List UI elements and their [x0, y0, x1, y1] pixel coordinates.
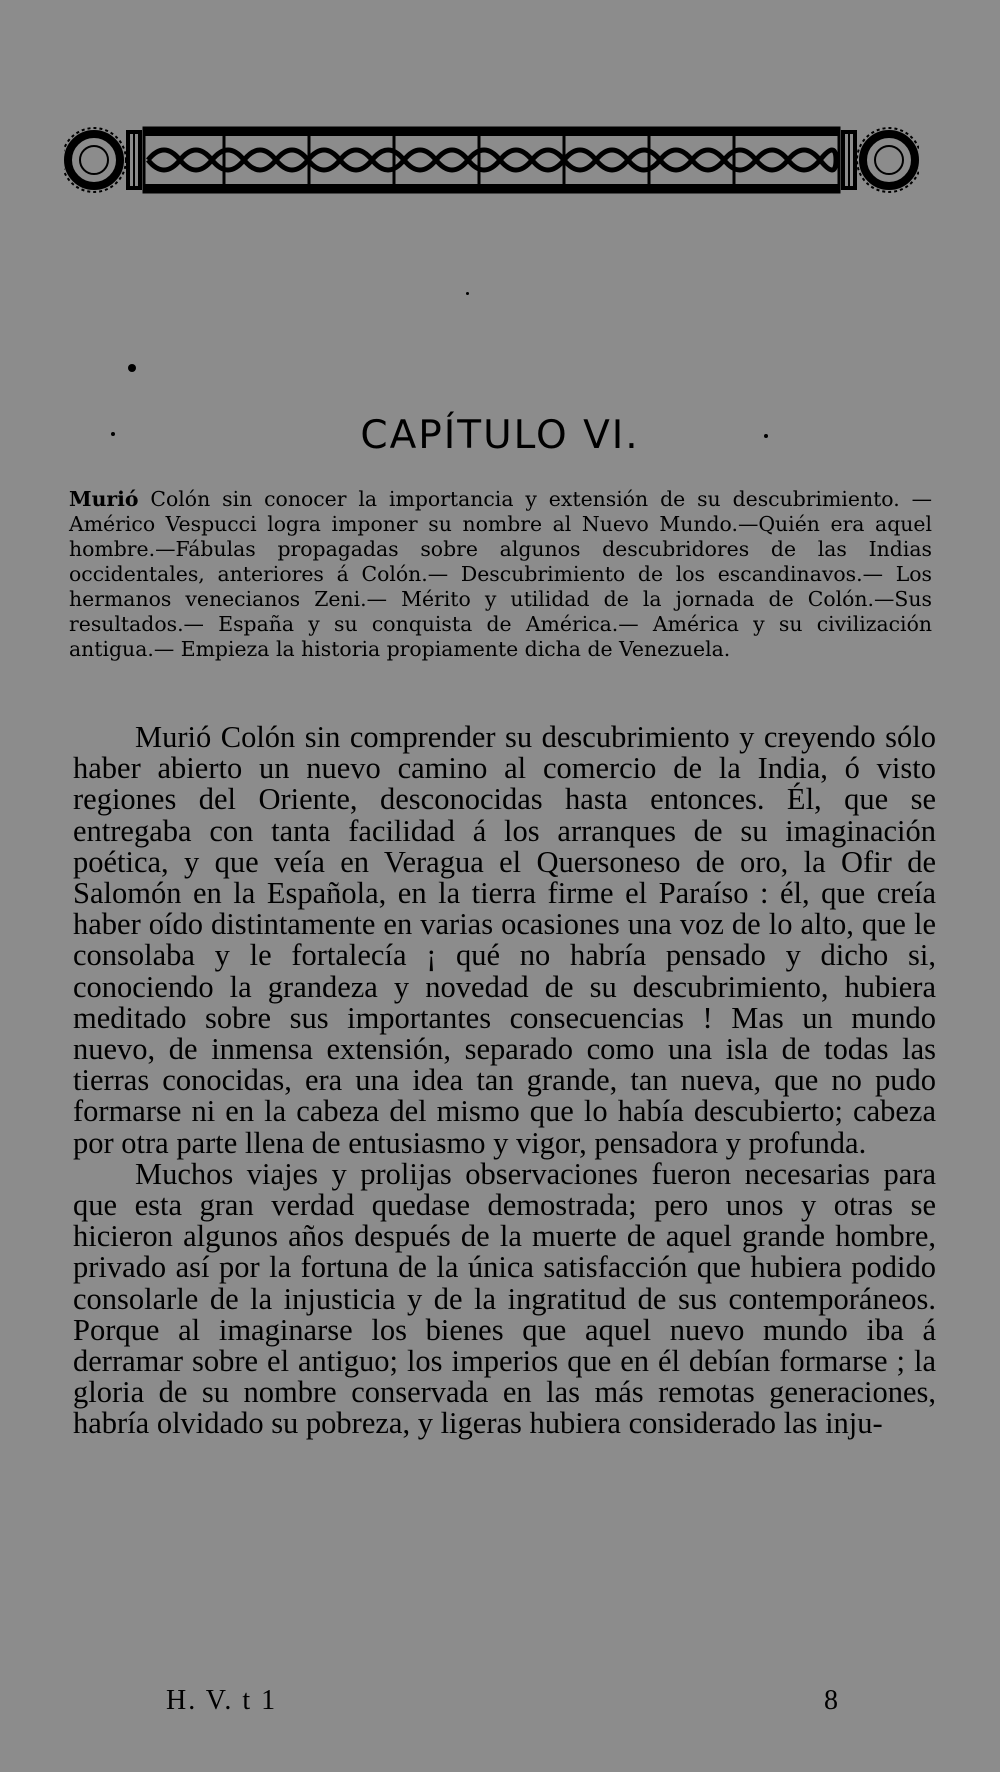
- summary-text: Colón sin conocer la importancia y extensión de su descubrimiento. —Américo Vespucci logra imponer su nombre al Nuevo Mundo.—Quién era aquel hombre.—Fábulas propagadas sobre algunos descubridores de las Indias occidentales, anteriores á Colón.— Descubrimiento de los escandinavos.— Los hermanos venecianos Zeni.— Mérito y utilidad de la jornada de Colón.—Sus resultados.— España y su conquista de América.— América y su civilización antigua.— Empieza la historia propiamente dicha de Venezuela.: [69, 487, 932, 661]
- ink-speck: [128, 364, 136, 372]
- page-footer: [0, 1685, 1000, 1725]
- summary-first-word: Murió: [69, 487, 139, 511]
- page-number: 8: [824, 1685, 838, 1716]
- right-wreath-icon: [857, 128, 919, 192]
- chapter-summary: [69, 487, 932, 662]
- chapter-title: CAPÍTULO VI.: [360, 413, 640, 458]
- ink-speck: [466, 292, 469, 295]
- paragraph: Murió Colón sin comprender su descubrimiento y creyendo sólo haber abierto un nuevo camino al comercio de la India, ó visto regiones del Oriente, desconocidas hasta entonces. Él, que se entregaba con tanta facilidad á los arranques de su imaginación poética, y que veía en Veragua el Quersoneso de oro, la Ofir de Salomón en la Española, en la tierra firme el Paraíso : él, que creía haber oído distintamente en varias ocasiones una voz de lo alto, que le consolaba y le fortalecía ¡ qué no habría pensado y dicho si, conociendo la grandeza y novedad de su descubrimiento, hubiera meditado sobre sus importantes consecuencias ! Mas un mundo nuevo, de inmensa extensión, separado como una isla de todas las tierras conocidas, era una idea tan grande, tan nueva, que no pudo formarse ni en la cabeza del mismo que lo había descubierto; cabeza por otra parte llena de entusiasmo y vigor, pensadora y profunda.: [73, 720, 936, 1160]
- left-wreath-icon: [64, 128, 126, 192]
- main-body-text: [73, 722, 936, 1440]
- printer-signature: H. V. t 1: [166, 1685, 278, 1716]
- paragraph: Muchos viajes y prolijas observaciones fueron necesarias para que esta gran verdad quedase demostrada; pero unos y otras se hicieron algunos años después de la muerte de aquel grande hombre, privado así por la fortuna de la única satisfacción que hubiera podido consolarle de la injusticia y de la ingratitud de sus contemporáneos. Porque al imaginarse los bienes que aquel nuevo mundo iba á derramar sobre el antiguo; los imperios que en él debían formarse ; la gloria de su nombre conservada en las más remotas generaciones, habría olvidado su pobreza, y ligeras hubiera considerado las inju-: [73, 1156, 936, 1441]
- decorative-header-ornament: [64, 120, 919, 200]
